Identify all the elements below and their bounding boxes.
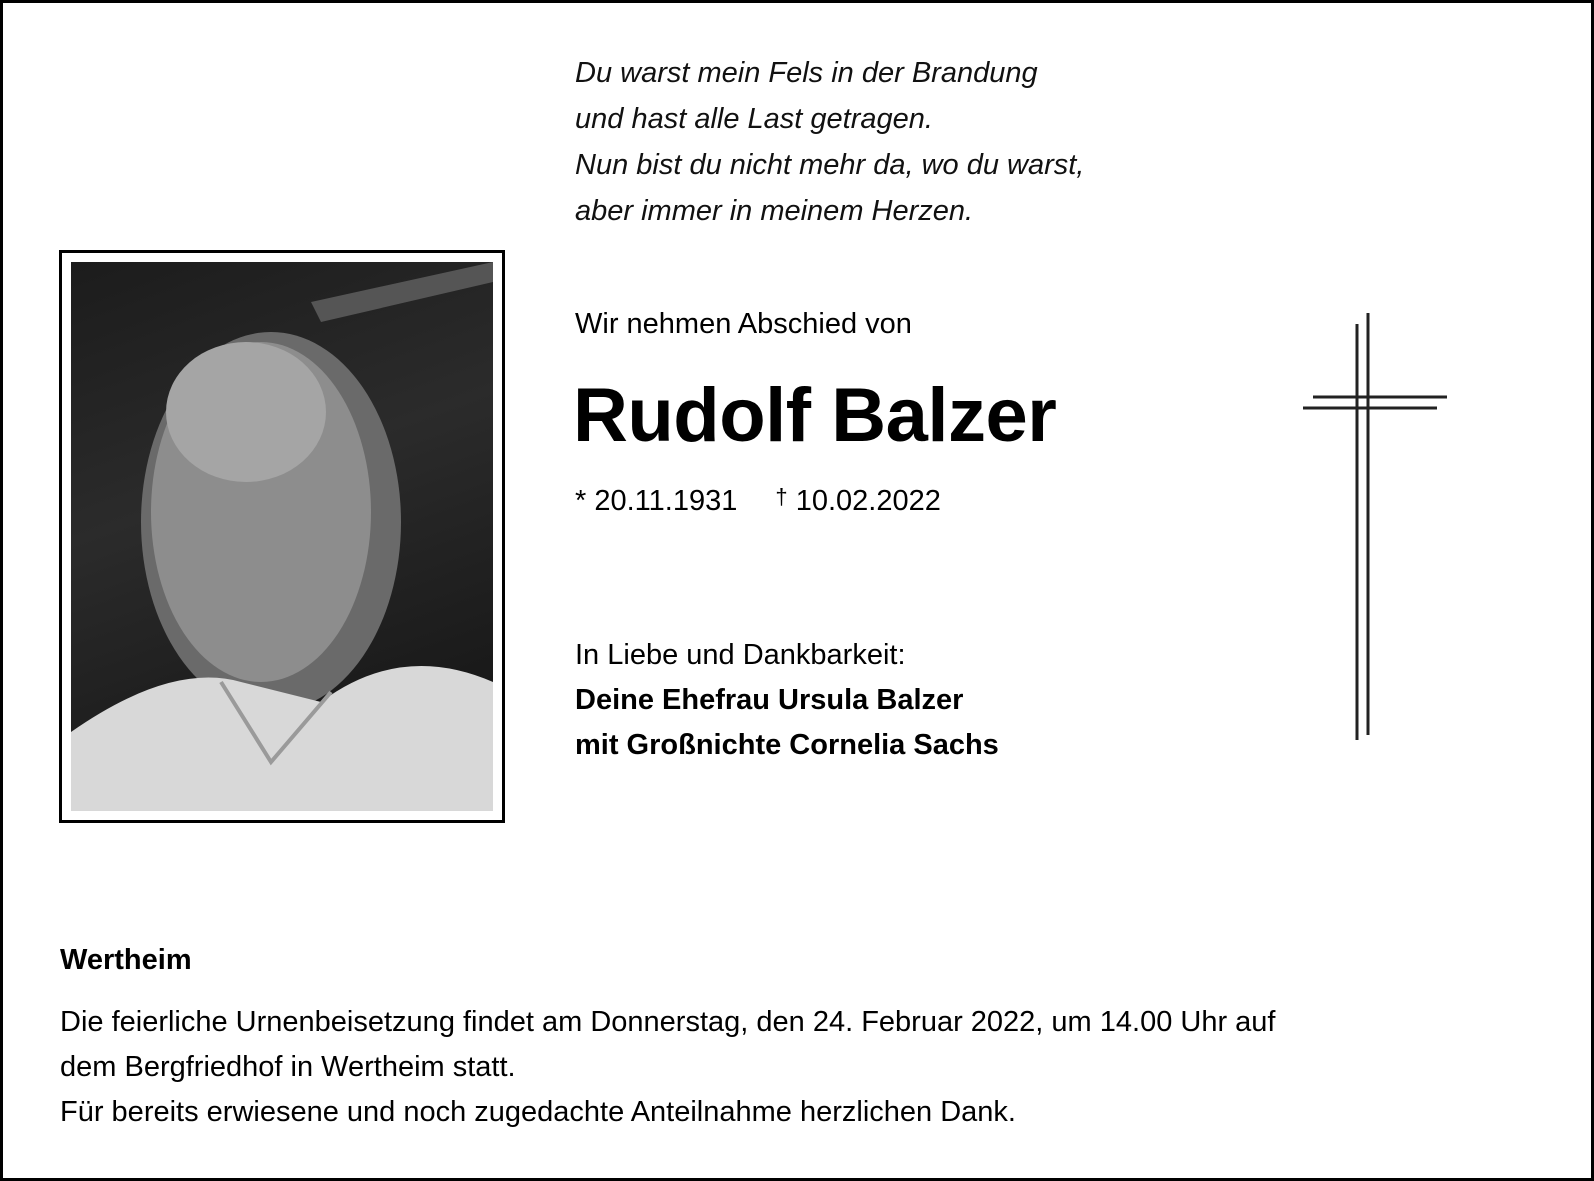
intro-text: Wir nehmen Abschied von [575, 308, 912, 340]
place-heading: Wertheim [60, 944, 192, 976]
cross-icon [1300, 310, 1450, 740]
thanks-heading: In Liebe und Dankbarkeit: [575, 639, 906, 671]
birth-symbol: * [575, 485, 587, 517]
mourners-block [575, 633, 999, 768]
notice-line: dem Bergfriedhof in Wertheim statt. [60, 1051, 516, 1083]
funeral-notice [60, 1000, 1276, 1135]
poem-line: Du warst mein Fels in der Brandung [575, 57, 1038, 89]
death-date: 10.02.2022 [795, 485, 941, 517]
mourner-line: mit Großnichte Cornelia Sachs [575, 729, 999, 761]
deceased-name: Rudolf Balzer [573, 373, 1057, 458]
portrait-photo [71, 262, 493, 811]
poem-line: aber immer in meinem Herzen. [575, 195, 974, 227]
poem-line: Nun bist du nicht mehr da, wo du warst, [575, 149, 1085, 181]
notice-line: Für bereits erwiesene und noch zugedachte Anteilnahme herzlichen Dank. [60, 1096, 1016, 1128]
portrait-frame [59, 250, 505, 823]
poem-line: und hast alle Last getragen. [575, 103, 933, 135]
birth-date: 20.11.1931 [594, 485, 738, 517]
notice-line: Die feierliche Urnenbeisetzung findet am Donnerstag, den 24. Februar 2022, um 14.00 Uhr auf [60, 1006, 1276, 1038]
life-dates [575, 484, 941, 518]
mourner-line: Deine Ehefrau Ursula Balzer [575, 684, 964, 716]
poem [575, 50, 1084, 234]
death-symbol: † [775, 484, 788, 509]
